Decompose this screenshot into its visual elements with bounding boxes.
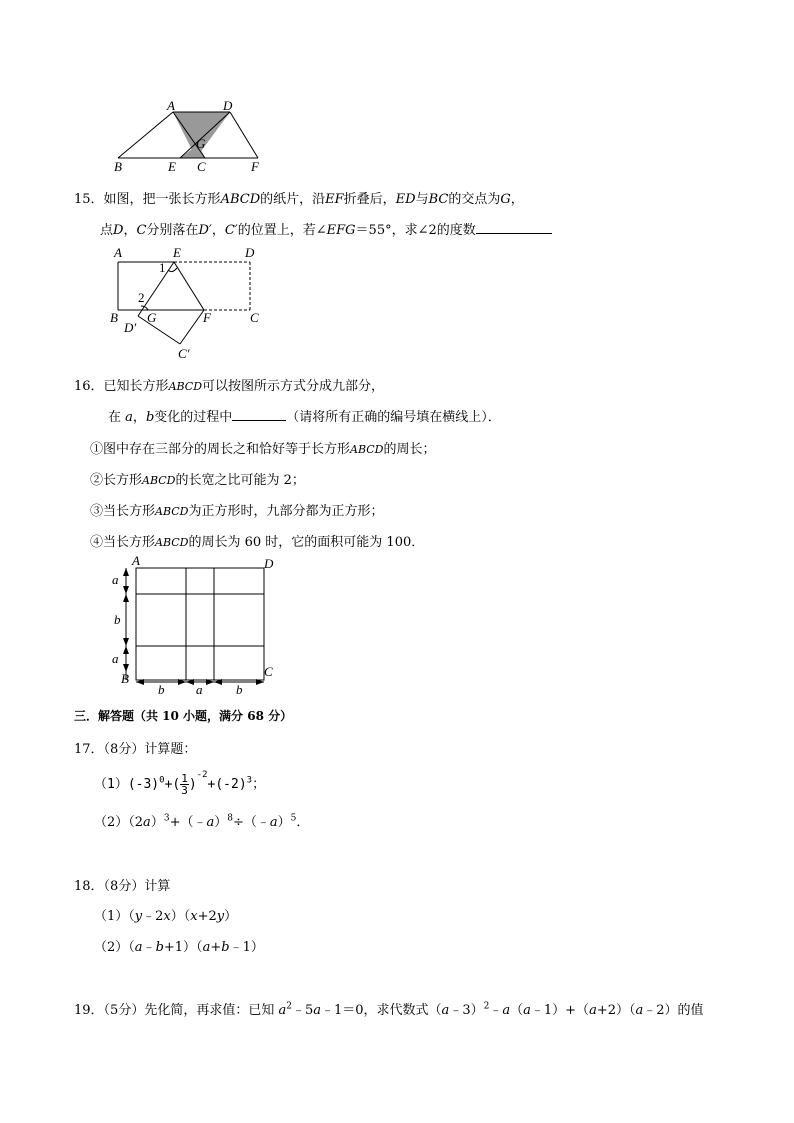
q17-text: +(-2) — [207, 777, 247, 792]
fig14-label-G: G — [196, 136, 206, 151]
q19-var: a — [635, 1003, 644, 1018]
q16-number: 16． — [74, 379, 104, 394]
q15-text: 的纸片，沿 — [260, 192, 326, 207]
q16-text: 的周长为 60 时，它的面积可能为 100． — [188, 535, 425, 550]
q17-text: ． — [296, 815, 310, 830]
q16-text: 已知长方形 — [103, 379, 169, 394]
q19-var: a — [278, 1003, 287, 1018]
q17-part1 — [94, 769, 266, 797]
q18-var: a — [134, 940, 143, 955]
q17-header: 17．（8分）计算题： — [74, 742, 197, 757]
q18-header: 18．（8分）计算 — [74, 879, 171, 894]
fig16-label-B: B — [121, 671, 129, 686]
fig14-label-D: D — [223, 98, 233, 113]
q18-var: b — [155, 940, 164, 955]
q19-text — [74, 999, 704, 1018]
figure-q15 — [108, 244, 268, 362]
fig15-label-G: G — [147, 310, 157, 325]
q15-text: ， — [510, 192, 524, 207]
fig16-label-A: A — [132, 553, 140, 568]
q17-var: a — [143, 815, 151, 830]
q15-text: 分别落在 — [146, 223, 199, 238]
q16-var: ABCD — [155, 505, 189, 518]
q18-var: b — [221, 940, 230, 955]
figure-q16 — [106, 553, 286, 697]
q15-var: ABCD — [220, 192, 261, 207]
fig16-label-b-left: b — [114, 612, 121, 627]
q15-line1 — [74, 188, 524, 207]
q16-text: 可以按图所示方式分成九部分， — [202, 379, 385, 394]
q16-var: a — [125, 410, 133, 425]
fig16-label-a-bottom-mid: a — [196, 682, 203, 697]
q16-option-1 — [90, 438, 436, 457]
q15-var: EF — [325, 192, 344, 207]
figure-q16-drawing — [106, 554, 286, 694]
q17-exp: 0 — [159, 775, 165, 786]
q19-var: a — [589, 1003, 597, 1018]
q17-text: ） — [277, 815, 291, 830]
q16-option-2 — [90, 469, 305, 488]
q18-text: +2 — [197, 909, 217, 924]
q17-text: (-3) — [127, 777, 160, 792]
q16-text: 为正方形时，九部分都为正方形； — [188, 504, 384, 519]
q18-var: y — [216, 909, 225, 924]
q19-var: a — [502, 1003, 511, 1018]
q15-text: ， — [211, 223, 225, 238]
fig15-label-1: 1 — [159, 260, 166, 275]
q15-text: 点 — [100, 223, 114, 238]
q15-line2 — [100, 219, 552, 238]
q17-exp: 8 — [227, 813, 233, 824]
q15-var: EFG — [326, 223, 356, 238]
fig14-label-C: C — [197, 159, 206, 174]
q18-var: x — [163, 909, 171, 924]
q17-var: a — [269, 815, 278, 830]
q15-text: 的交点为 — [448, 192, 501, 207]
q18-text: （2）（ — [94, 940, 135, 955]
fig14-label-F: F — [251, 159, 259, 174]
q15-var: D — [113, 223, 124, 238]
q16-text: ②长方形 — [90, 473, 143, 488]
q17-frac-den: 3 — [181, 784, 188, 797]
q19-exp: 2 — [286, 1001, 292, 1012]
q16-text: ， — [132, 410, 146, 425]
q17-exp: 3 — [163, 813, 170, 824]
q16-text: （请将所有正确的编号填在横线上）． — [286, 410, 501, 425]
q17-var: a — [206, 815, 215, 830]
fig16-label-a-top: a — [112, 572, 119, 587]
q18-text: + — [210, 940, 222, 955]
q17-text: （1） — [94, 777, 128, 792]
q17-text: ÷（﹣ — [232, 815, 270, 830]
fig14-label-A: A — [167, 98, 175, 113]
q16-text: ④当长方形 — [90, 535, 156, 550]
q15-text: 的位置上，若∠ — [237, 223, 327, 238]
q15-answer-blank[interactable] — [476, 233, 552, 234]
q15-var: G — [500, 192, 511, 207]
q18-var: x — [190, 909, 198, 924]
q19-text-part: ﹣2）的值 — [643, 1003, 704, 1018]
q19-var: a — [441, 1003, 450, 1018]
q19-text-part: 19．（5分）先化简，再求值：已知 — [74, 1003, 279, 1018]
q17-part2 — [94, 811, 309, 830]
q15-text: 与 — [415, 192, 429, 207]
q15-var: C — [136, 223, 147, 238]
fig15-label-Dprime: D′ — [124, 320, 137, 335]
q16-line2 — [108, 406, 501, 425]
fig16-label-C: C — [264, 664, 273, 679]
fig15-label-E: E — [173, 245, 181, 260]
q17-text: +（﹣ — [169, 815, 207, 830]
q15-text: ， — [123, 223, 137, 238]
q16-text: 的长宽之比可能为 2； — [175, 473, 305, 488]
fig16-label-D: D — [264, 556, 274, 571]
q19-text-part: ﹣1）+（ — [530, 1003, 590, 1018]
q17-text: ) — [188, 777, 197, 792]
q16-var: ABCD — [142, 474, 176, 487]
fig15-label-2: 2 — [138, 290, 145, 305]
q18-part1 — [94, 905, 237, 924]
q16-text: 变化的过程中 — [154, 410, 233, 425]
fig15-label-B: B — [110, 310, 118, 325]
q15-text: 折叠后， — [343, 192, 396, 207]
figure-q15-drawing — [108, 244, 268, 362]
q15-var: C′ — [224, 223, 238, 238]
q17-text: （2）（2 — [94, 815, 144, 830]
q15-var: ED — [395, 192, 416, 207]
fig16-label-b-bottom-left: b — [158, 682, 165, 697]
q19-text-part: （ — [510, 1003, 524, 1018]
q17-text: ） — [150, 815, 164, 830]
q15-number: 15． — [74, 192, 104, 207]
section-3-title: 三．解答题（共 10 小题，满分 68 分） — [74, 709, 293, 723]
q19-text-part: ﹣3） — [449, 1003, 484, 1018]
q19-text-part: ﹣1＝0，求代数式（ — [321, 1003, 442, 1018]
figure-q14 — [110, 98, 270, 178]
q19-text-part: +2）（ — [596, 1003, 636, 1018]
q18-text: （1）（ — [94, 909, 135, 924]
q19-text-part: ﹣5 — [291, 1003, 314, 1018]
q18-text: ﹣1） — [229, 940, 264, 955]
q15-text: ＝55°，求∠2的度数 — [355, 223, 476, 238]
figure-q14-drawing — [110, 98, 270, 178]
fig15-label-F: F — [203, 310, 211, 325]
q15-text: 如图，把一张长方形 — [103, 192, 221, 207]
q16-var: ABCD — [350, 443, 384, 456]
q18-text: ﹣ — [142, 940, 156, 955]
q17-frac-num: 1 — [181, 772, 188, 785]
fig15-label-A: A — [114, 245, 122, 260]
q16-var: ABCD — [168, 380, 203, 393]
q16-option-3 — [90, 500, 384, 519]
q18-text: +1）（ — [163, 940, 203, 955]
q16-text: 在 — [108, 410, 122, 425]
q16-answer-blank[interactable] — [232, 420, 286, 421]
q18-part2 — [94, 936, 264, 955]
q19-var: a — [523, 1003, 531, 1018]
q19-exp: 2 — [483, 1001, 490, 1012]
q17-exp: -2 — [196, 769, 208, 780]
q18-text: ）（ — [170, 909, 191, 924]
q17-text: ； — [252, 777, 266, 792]
fig16-label-b-bottom-right: b — [236, 682, 243, 697]
q16-var: ABCD — [155, 536, 189, 549]
q16-text: 的周长； — [383, 442, 436, 457]
fig15-label-D: D — [245, 245, 255, 260]
fig14-label-B: B — [114, 159, 122, 174]
q15-var: BC — [428, 192, 449, 207]
fig15-label-Cprime: C′ — [178, 346, 190, 361]
q16-text: ③当长方形 — [90, 504, 156, 519]
q18-var: y — [134, 909, 143, 924]
q17-text: +( — [164, 777, 181, 792]
q16-text: ①图中存在三部分的周长之和恰好等于长方形 — [90, 442, 351, 457]
q18-var: a — [202, 940, 211, 955]
q19-text-part: ﹣ — [489, 1003, 503, 1018]
q17-exp: 3 — [246, 775, 253, 786]
q19-var: a — [313, 1003, 321, 1018]
q16-option-4 — [90, 531, 424, 550]
q18-text: ﹣2 — [142, 909, 164, 924]
fig15-label-C: C — [250, 310, 259, 325]
q18-text: ） — [224, 909, 238, 924]
fig16-label-a-bottom: a — [112, 651, 119, 666]
q16-var: b — [145, 410, 155, 425]
q15-var: D′ — [198, 223, 212, 238]
q17-exp: 5 — [290, 813, 297, 824]
q17-text: ） — [214, 815, 228, 830]
q17-fraction — [180, 773, 189, 796]
q16-line1 — [74, 375, 384, 394]
fig14-label-E: E — [168, 159, 176, 174]
